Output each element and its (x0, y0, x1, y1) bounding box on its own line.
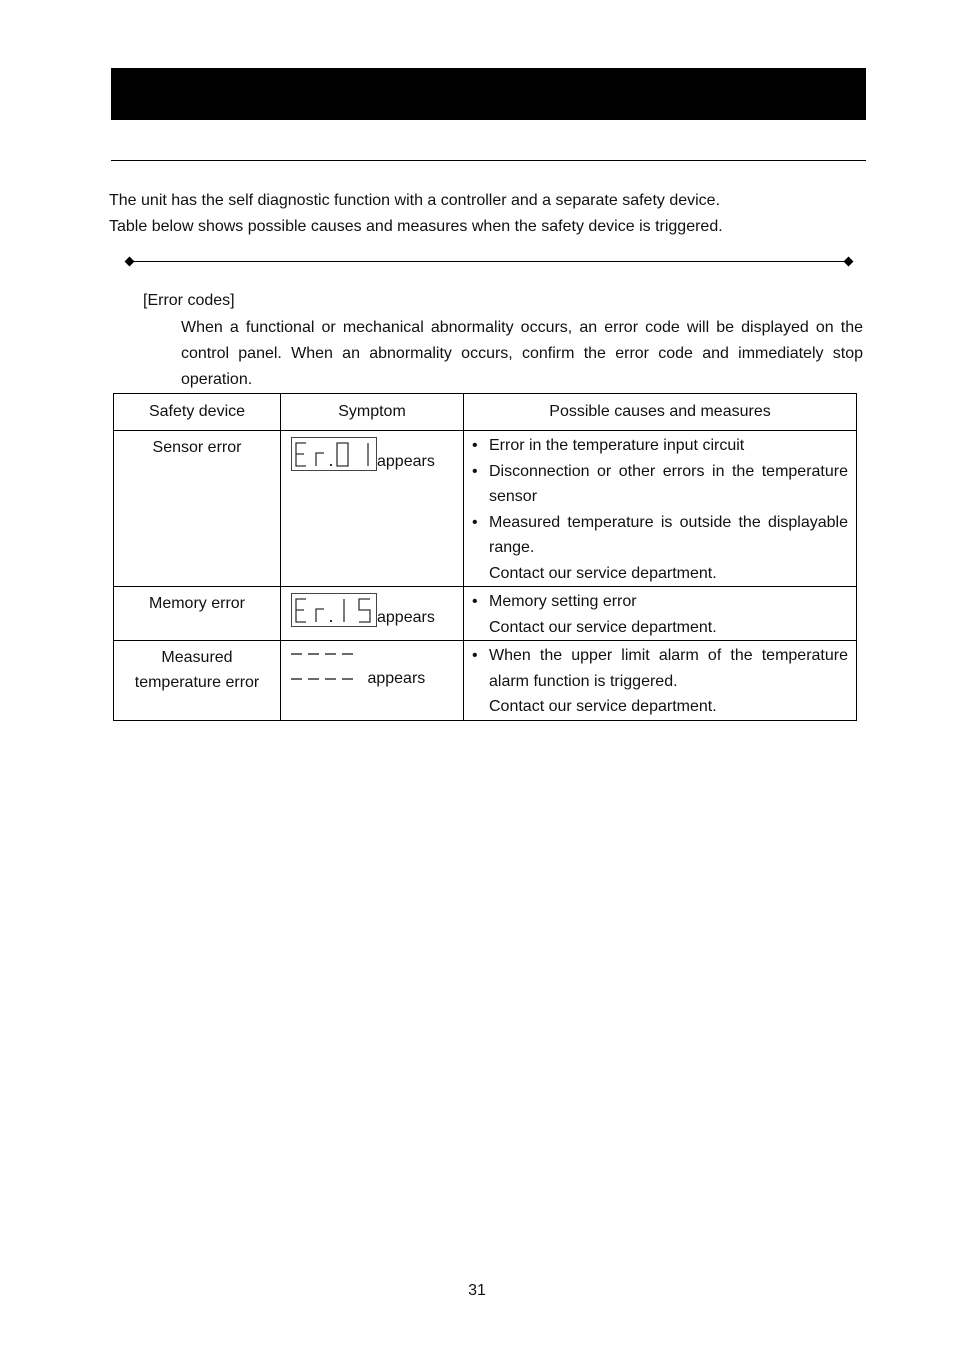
error-codes-description: When a functional or mechanical abnormality occurs, an error code will be displayed on the control panel. When an abnormality occurs, confirm the error code and immediately stop operation. (181, 319, 863, 388)
header-symptom: Symptom (281, 394, 464, 431)
intro-line-1: The unit has the self diagnostic function with a controller and a separate safety device. (109, 192, 721, 209)
causes-cell (464, 587, 857, 641)
intro-text (109, 188, 869, 240)
section-title-bar (111, 68, 866, 120)
display-er15-icon (291, 593, 377, 627)
dashes-icon (291, 652, 355, 656)
dash-display-line-2 (291, 666, 463, 691)
table-row (114, 431, 857, 587)
device-cell (114, 641, 281, 721)
cause-item: • Measured temperature is outside the displayable range. (472, 510, 848, 561)
diamond-divider (125, 255, 853, 269)
device-cell (114, 431, 281, 587)
dash-display-line-1 (291, 641, 463, 666)
causes-cell (464, 431, 857, 587)
symptom-text: appears (377, 453, 435, 470)
intro-line-2: Table below shows possible causes and measures when the safety device is triggered. (109, 218, 723, 235)
error-table (113, 393, 857, 721)
error-codes-heading: [Error codes] (143, 292, 235, 309)
table-header-row (114, 394, 857, 431)
device-label-line-2: temperature error (134, 674, 260, 691)
symptom-text: appears (377, 609, 435, 626)
table-row (114, 641, 857, 721)
subsection-rule (111, 160, 866, 161)
contact-note: Contact our service department. (489, 618, 717, 636)
dashes-icon (291, 677, 355, 681)
display-er01-icon (291, 437, 377, 471)
cause-item: • Error in the temperature input circuit (472, 433, 848, 459)
symptom-cell (281, 587, 464, 641)
contact-note: Contact our service department. (489, 564, 717, 582)
causes-cell (464, 641, 857, 721)
cause-item: • When the upper limit alarm of the temperature alarm function is triggered. (472, 643, 848, 694)
device-cell (114, 587, 281, 641)
header-causes: Possible causes and measures (464, 394, 857, 431)
page-number: 31 (468, 1282, 486, 1299)
symptom-cell (281, 641, 464, 721)
cause-item: • Disconnection or other errors in the temperature sensor (472, 459, 848, 510)
device-label: Sensor error (152, 439, 242, 456)
header-safety-device: Safety device (114, 394, 281, 431)
diamond-right-icon (844, 257, 854, 267)
symptom-text: appears (367, 670, 426, 687)
device-label: Memory error (148, 595, 245, 612)
symptom-cell (281, 431, 464, 587)
device-label-line-1: Measured (161, 649, 233, 666)
table-row (114, 587, 857, 641)
diamond-left-icon (125, 257, 135, 267)
contact-note: Contact our service department. (489, 698, 717, 715)
cause-item: • Memory setting error (472, 589, 848, 615)
